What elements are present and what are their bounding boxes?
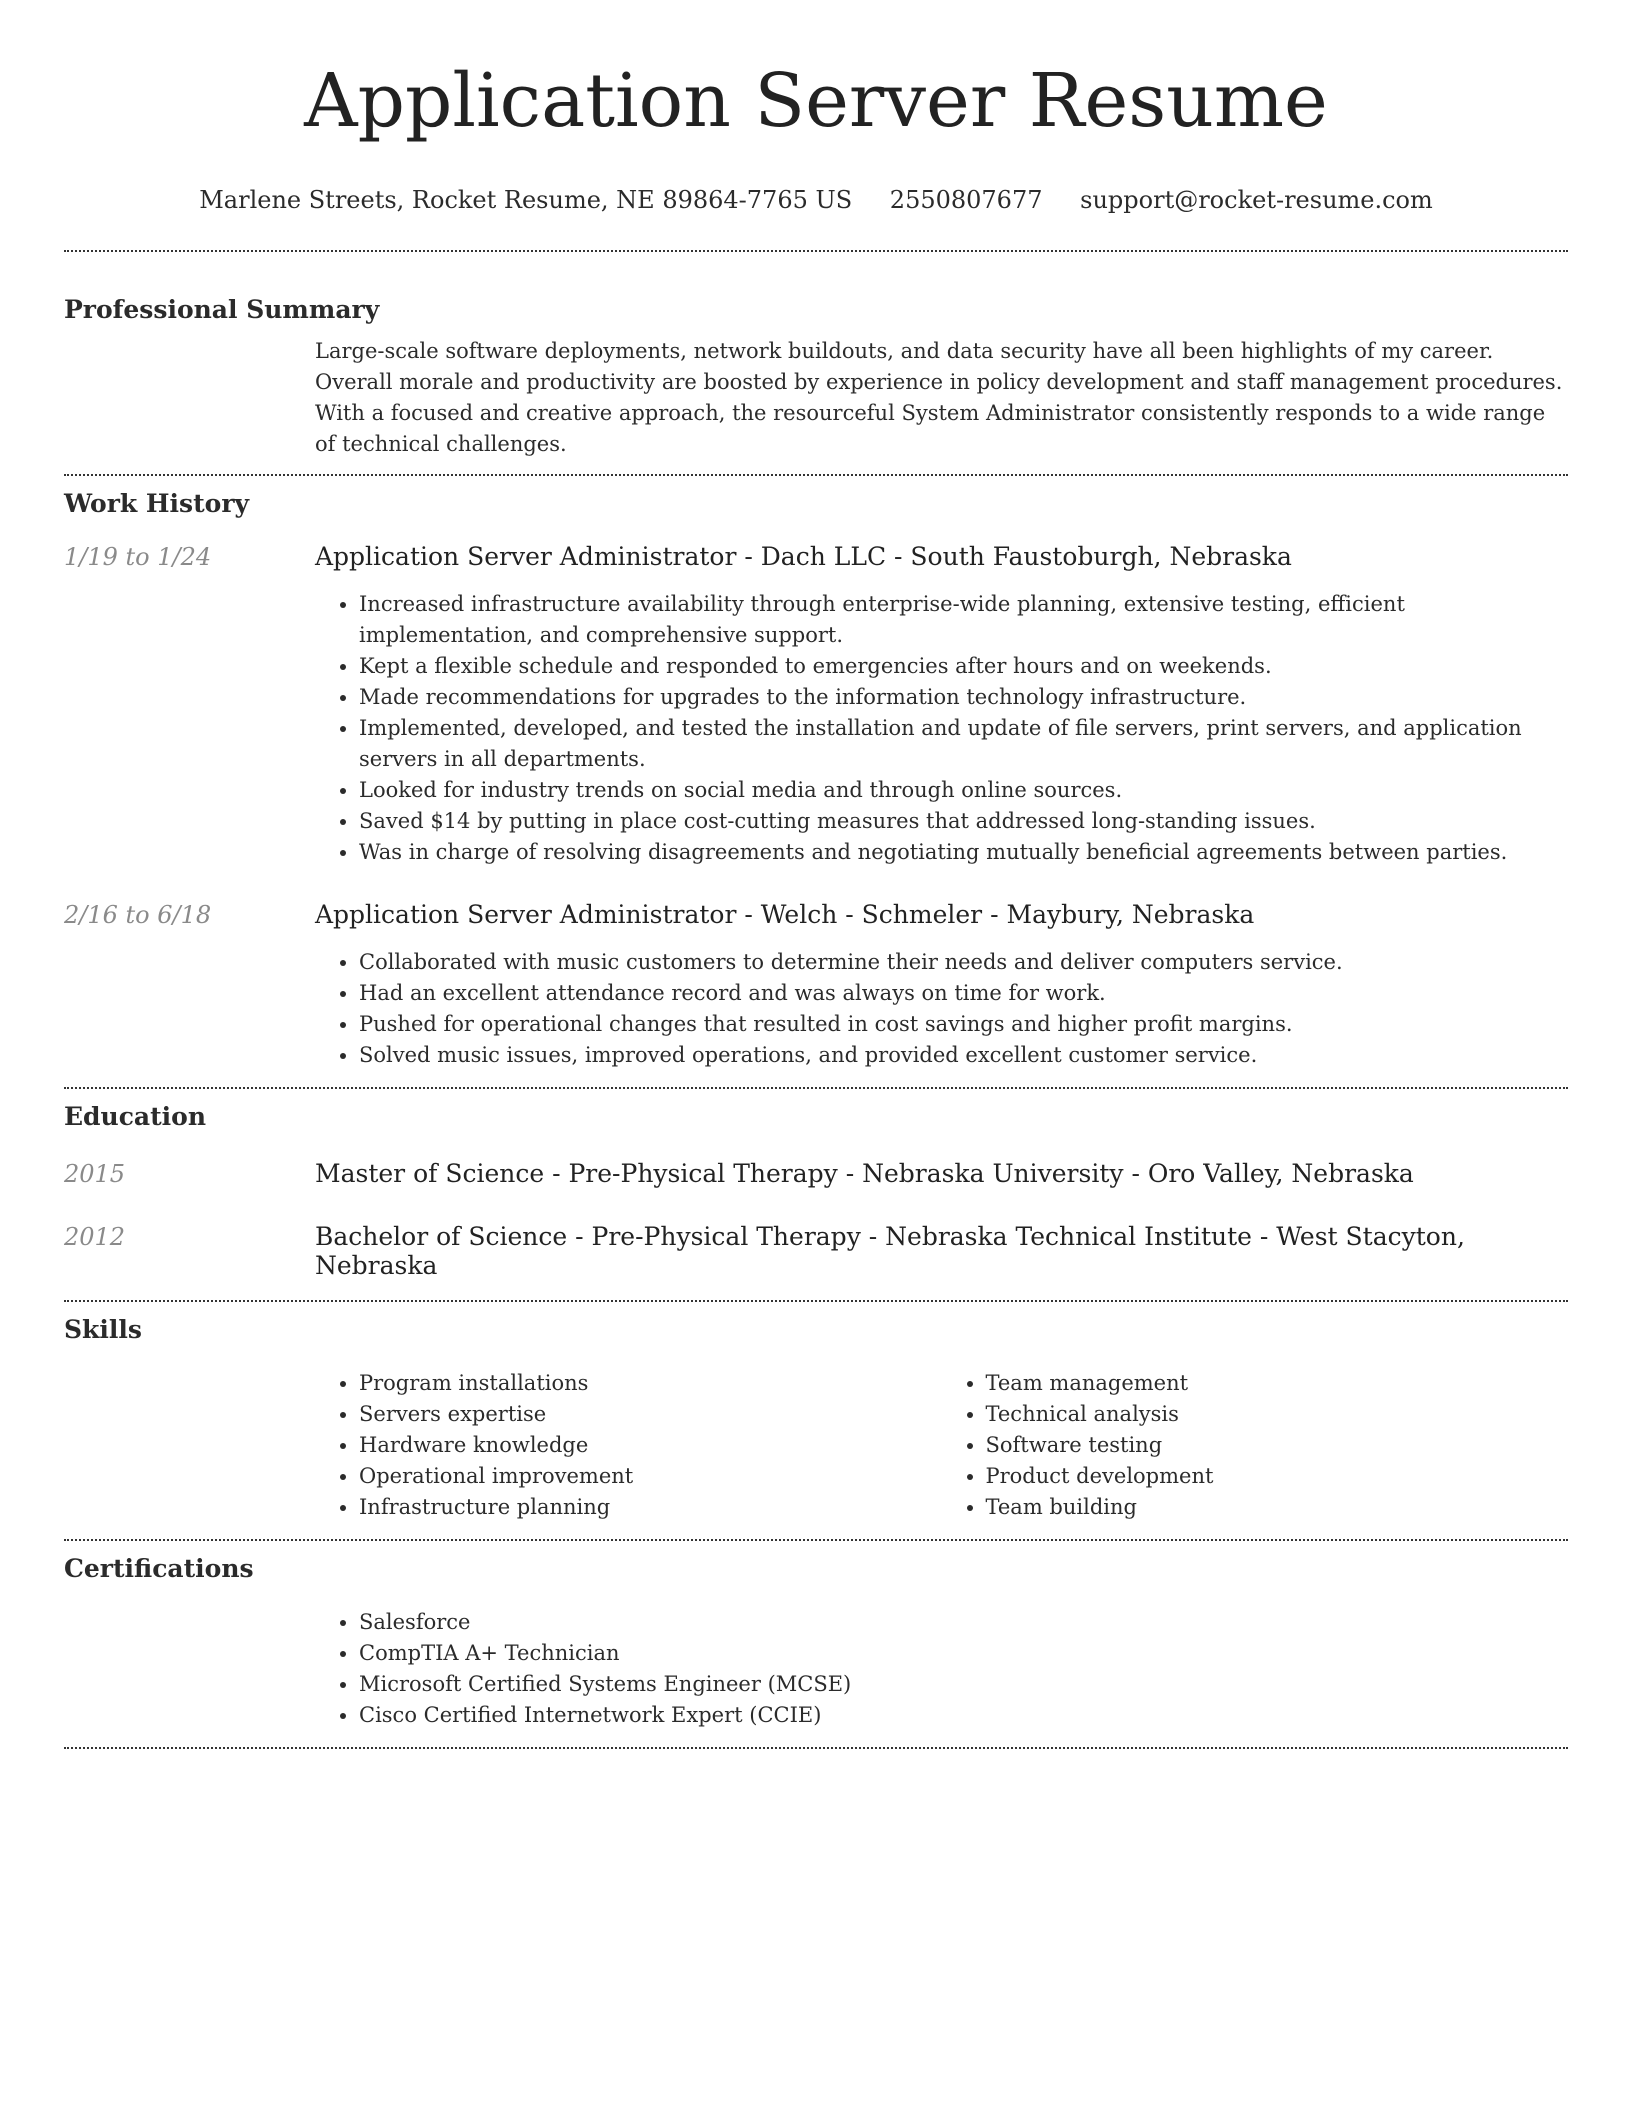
job-bullets xyxy=(315,947,1568,1071)
skills-list-left xyxy=(315,1368,942,1523)
list-item: • Collaborated with music customers to determine their needs and deliver computers service. xyxy=(359,947,1568,978)
list-item: • Increased infrastructure availability through enterprise-wide planning, extensive testing, efficient implementation, and comprehensive support. xyxy=(359,589,1568,651)
list-item: • Technical analysis xyxy=(986,1399,1569,1430)
list-item: • Cisco Certified Internetwork Expert (CCIE) xyxy=(359,1700,1568,1731)
job-title: Application Server Administrator - Welch - Schmeler - Maybury, Nebraska xyxy=(315,900,1255,929)
summary-section xyxy=(64,294,1568,460)
resume-page xyxy=(64,0,1568,1749)
education-degree: Master of Science - Pre-Physical Therapy - Nebraska University - Oro Valley, Nebraska xyxy=(315,1159,1414,1188)
skills-list-right xyxy=(942,1368,1569,1523)
summary-heading: Professional Summary xyxy=(64,295,380,324)
divider xyxy=(64,1539,1568,1541)
list-item: • Solved music issues, improved operations, and provided excellent customer service. xyxy=(359,1040,1568,1071)
list-item: • Microsoft Certified Systems Engineer (MCSE) xyxy=(359,1669,1568,1700)
job-title: Application Server Administrator - Dach LLC - South Faustoburgh, Nebraska xyxy=(315,542,1292,571)
divider xyxy=(64,1300,1568,1302)
list-item: • Pushed for operational changes that resulted in cost savings and higher profit margins. xyxy=(359,1009,1568,1040)
list-item: • Looked for industry trends on social media and through online sources. xyxy=(359,775,1568,806)
skills-section xyxy=(64,1314,1568,1523)
divider xyxy=(64,250,1568,252)
list-item: • Team management xyxy=(986,1368,1569,1399)
education-section xyxy=(64,1101,1568,1280)
certifications-list xyxy=(315,1607,1568,1731)
job-bullets xyxy=(315,589,1568,868)
job-entry xyxy=(64,542,1568,868)
divider xyxy=(64,474,1568,476)
list-item: • Team building xyxy=(986,1492,1569,1523)
education-year: 2012 xyxy=(64,1223,126,1251)
contact-address: Marlene Streets, Rocket Resume, NE 89864-7765 US xyxy=(199,186,853,214)
contact-email: support@rocket-resume.com xyxy=(1080,186,1433,214)
list-item: • Salesforce xyxy=(359,1607,1568,1638)
list-item: • Saved $14 by putting in place cost-cutting measures that addressed long-standing issues. xyxy=(359,806,1568,837)
list-item: • Had an excellent attendance record and was always on time for work. xyxy=(359,978,1568,1009)
list-item: • Product development xyxy=(986,1461,1569,1492)
list-item: • Kept a flexible schedule and responded to emergencies after hours and on weekends. xyxy=(359,651,1568,682)
job-entry xyxy=(64,900,1568,1071)
list-item: • Made recommendations for upgrades to the information technology infrastructure. xyxy=(359,682,1568,713)
contact-phone: 2550807677 xyxy=(889,186,1043,214)
divider xyxy=(64,1087,1568,1089)
list-item: • Infrastructure planning xyxy=(359,1492,942,1523)
list-item: • Software testing xyxy=(986,1430,1569,1461)
list-item: • Program installations xyxy=(359,1368,942,1399)
list-item: • Operational improvement xyxy=(359,1461,942,1492)
job-dates: 2/16 to 6/18 xyxy=(64,901,212,929)
education-degree: Bachelor of Science - Pre-Physical Therapy - Nebraska Technical Institute - West Stacyton, Nebraska xyxy=(315,1222,1465,1280)
education-entry xyxy=(64,1222,1568,1280)
certifications-heading: Certifications xyxy=(64,1554,254,1583)
list-item: • Implemented, developed, and tested the installation and update of file servers, print servers, and application servers in all departments. xyxy=(359,713,1568,775)
contact-line xyxy=(64,184,1568,216)
list-item: • Servers expertise xyxy=(359,1399,942,1430)
job-dates: 1/19 to 1/24 xyxy=(64,543,212,571)
skills-heading: Skills xyxy=(64,1315,142,1344)
certifications-section xyxy=(64,1553,1568,1731)
summary-text: Large-scale software deployments, network buildouts, and data security have all been highlights of my career. Overall morale and productivity are boosted by experience in policy development and staff management procedures. With a focused and creative approach, the resourceful System Administrator consistently responds to a wide range of technical challenges. xyxy=(315,339,1563,456)
education-year: 2015 xyxy=(64,1160,126,1188)
work-section xyxy=(64,488,1568,1071)
list-item: • Hardware knowledge xyxy=(359,1430,942,1461)
list-item: • Was in charge of resolving disagreements and negotiating mutually beneficial agreements between parties. xyxy=(359,837,1568,868)
list-item: • CompTIA A+ Technician xyxy=(359,1638,1568,1669)
resume-title: Application Server Resume xyxy=(304,58,1328,144)
education-entry xyxy=(64,1159,1568,1188)
education-heading: Education xyxy=(64,1102,207,1131)
divider xyxy=(64,1747,1568,1749)
work-heading: Work History xyxy=(64,489,250,518)
